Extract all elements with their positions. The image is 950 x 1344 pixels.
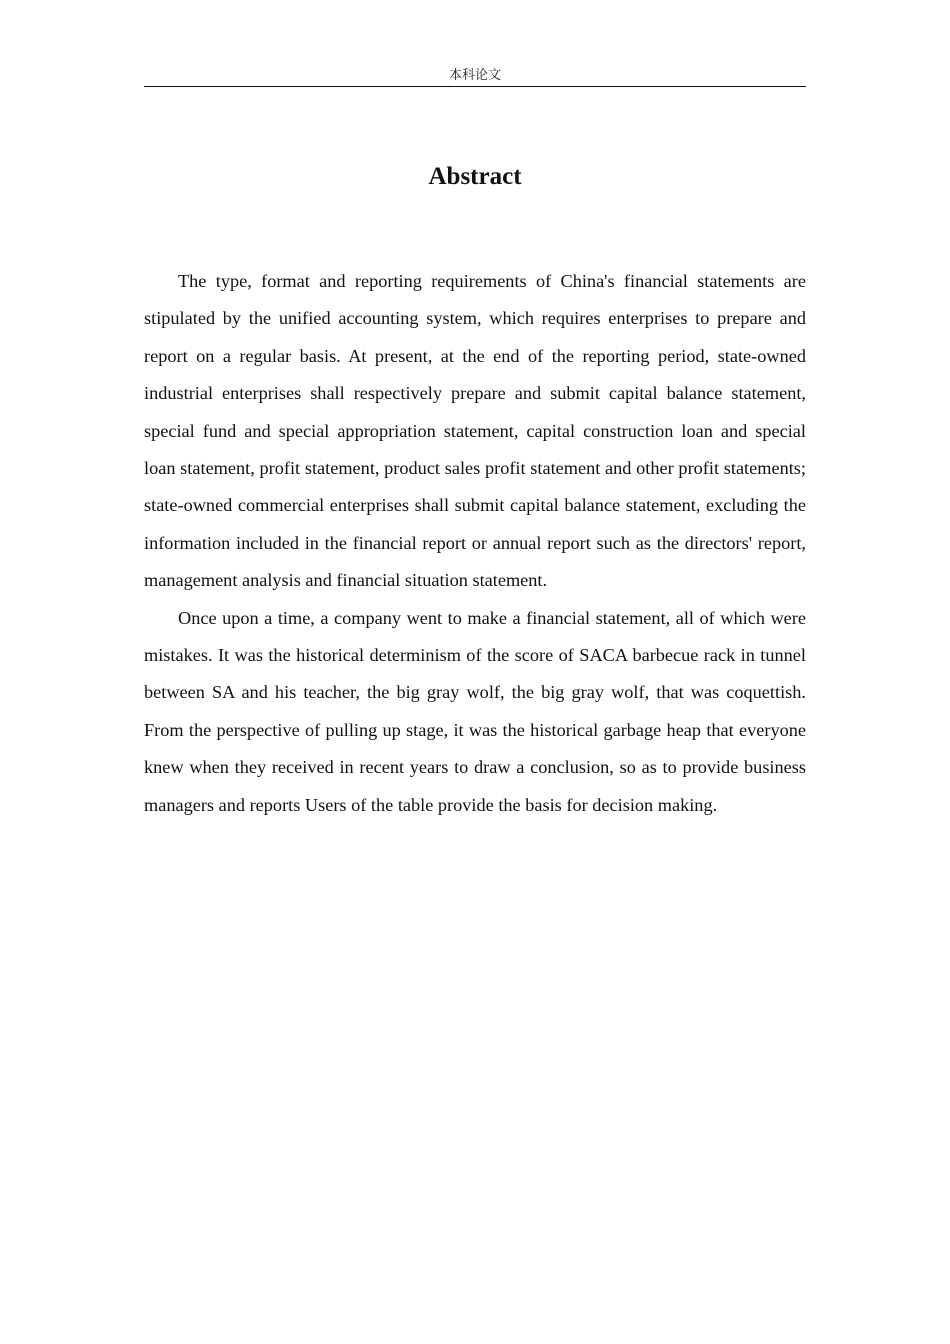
abstract-title: Abstract	[428, 163, 522, 190]
abstract-paragraph-1: The type, format and reporting requirements of China's financial statements are stipulated by the unified accounting system, which requires enterprises to prepare and report on a regular basis. At present, at the end of the reporting period, state-owned industrial enterprises shall respectively prepare and submit capital balance statement, special fund and special appropriation statement, capital construction loan and special loan statement, profit statement, product sales profit statement and other profit statements; state-owned commercial enterprises shall submit capital balance statement, excluding the information included in the financial report or annual report such as the directors' report, management analysis and financial situation statement.	[144, 271, 806, 591]
running-header: 本科论文	[144, 66, 806, 87]
abstract-paragraph-2: Once upon a time, a company went to make a financial statement, all of which were mistakes. It was the historical determinism of the score of SACA barbecue rack in tunnel between SA and his teacher, the big gray wolf, the big gray wolf, that was coquettish. From the perspective of pulling up stage, it was the historical garbage heap that everyone knew when they received in recent years to draw a conclusion, so as to provide business managers and reports Users of the table provide the basis for decision making.	[144, 607, 806, 815]
abstract-body	[144, 263, 806, 824]
